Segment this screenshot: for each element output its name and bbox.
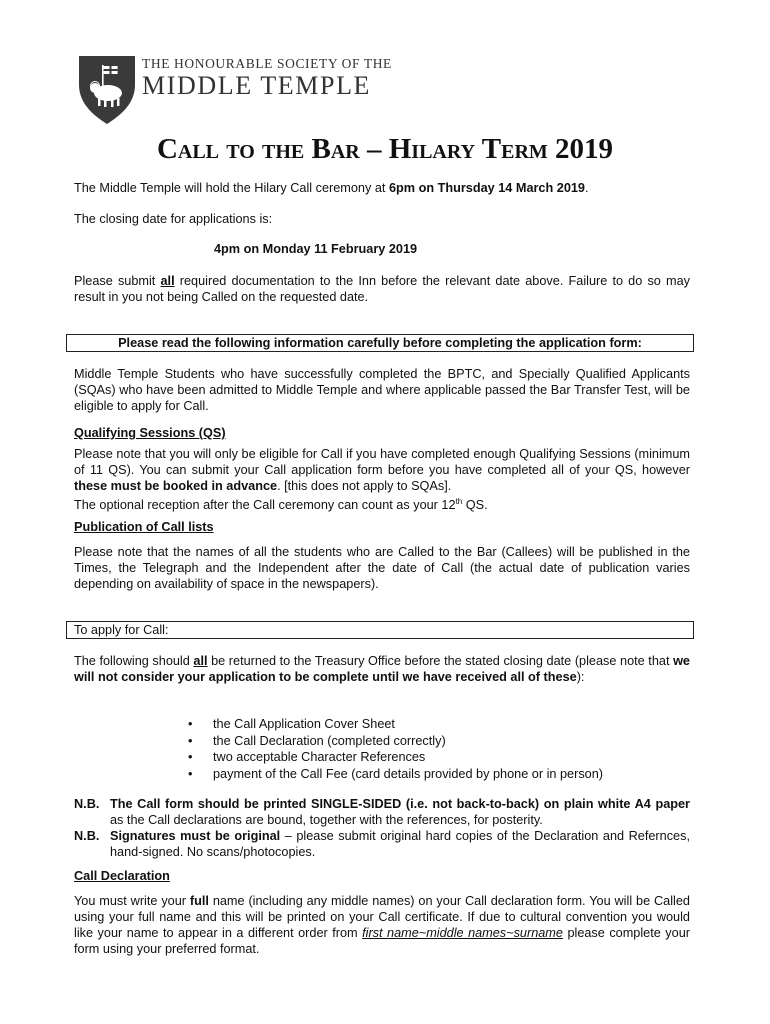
list-item: • payment of the Call Fee (card details provided by phone or in person) bbox=[188, 766, 603, 783]
intro-ceremony: The Middle Temple will hold the Hilary Call ceremony at 6pm on Thursday 14 March 2019. bbox=[74, 181, 589, 195]
eligibility-text: Middle Temple Students who have successfully completed the BPTC, and Specially Qualified Applicants (SQAs) who have been admitted to Middle Temple and where applicable passed the Bar Transfer Test, will be eligible to apply for Call. bbox=[74, 367, 690, 413]
list-item: • two acceptable Character References bbox=[188, 749, 603, 766]
org-name-line1: THE HONOURABLE SOCIETY OF THE bbox=[142, 56, 392, 71]
publication-heading: Publication of Call lists bbox=[74, 520, 214, 534]
closing-date: 4pm on Monday 11 February 2019 bbox=[214, 242, 418, 256]
apply-text: The following should all be returned to the Treasury Office before the stated closing date (please note that we will not consider your application to be complete until we have received all of these): bbox=[74, 654, 690, 684]
middle-temple-logo bbox=[78, 55, 136, 130]
page-title: Call to the Bar – Hilary Term 2019 bbox=[156, 133, 614, 165]
notice-box: Please read the following information carefully before completing the application form: bbox=[66, 334, 694, 352]
list-item: • the Call Declaration (completed correctly) bbox=[188, 733, 603, 750]
declaration-heading: Call Declaration bbox=[74, 869, 170, 883]
org-name-line2: MIDDLE TEMPLE bbox=[142, 71, 372, 100]
nb-signature-note: N.B. Signatures must be original – please submit original hard copies of the Declaration and Refernces, hand-signed. No scans/photocopies. bbox=[74, 829, 690, 859]
nb-print-note: N.B. The Call form should be printed SINGLE-SIDED (i.e. not back-to-back) on plain white A4 paper as the Call declarations are bound, together with the references, for posterity. bbox=[74, 797, 690, 827]
apply-checklist bbox=[188, 716, 603, 782]
org-name bbox=[142, 56, 392, 100]
apply-box: To apply for Call: bbox=[66, 621, 694, 639]
shield-lamb-icon bbox=[78, 55, 136, 125]
intro-submit: Please submit all required documentation to the Inn before the relevant date above. Failure to do so may result in you not being Called on the requested date. bbox=[74, 274, 690, 304]
declaration-text: You must write your full name (including any middle names) on your Call declaration form. You will be Called using your full name and this will be printed on your Call certificate. If due to cultural convention you would like your name to appear in a different order from first name~middle names~surname please complete your form using your preferred format. bbox=[74, 894, 690, 956]
intro-closing: The closing date for applications is: bbox=[74, 212, 273, 226]
qs-heading: Qualifying Sessions (QS) bbox=[74, 426, 226, 440]
list-item: • the Call Application Cover Sheet bbox=[188, 716, 603, 733]
publication-text: Please note that the names of all the students who are Called to the Bar (Callees) will be published in the Times, the Telegraph and the Independent after the date of Call (the actual date of publication varies depending on availability of space in the newspapers). bbox=[74, 545, 690, 591]
qs-text: Please note that you will only be eligible for Call if you have completed enough Qualifying Sessions (minimum of 11 QS). You can submit your Call application form before you have completed all of your QS, however these must be booked in advance. [this does not apply to SQAs]. The optional reception after the Call ceremony can count as your 12th QS. bbox=[74, 447, 690, 513]
